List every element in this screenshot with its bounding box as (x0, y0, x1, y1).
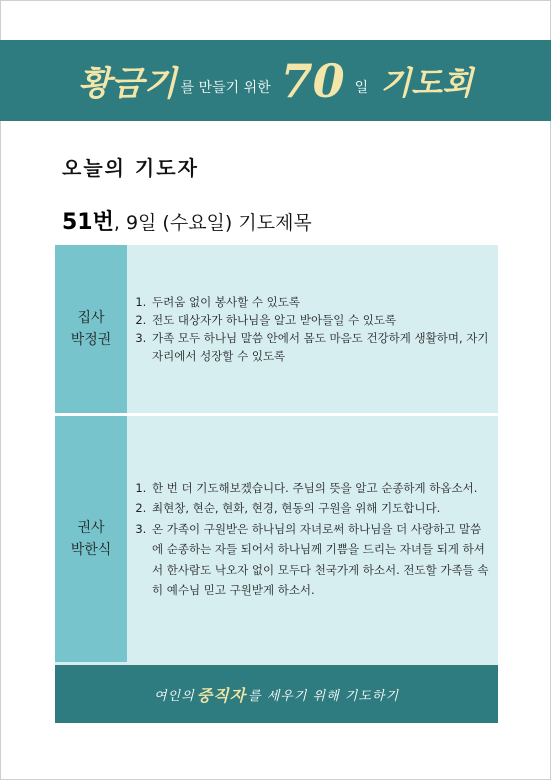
prayer-subheading (62, 205, 312, 236)
banner-title-part1: 황금기 (78, 64, 177, 104)
footer-banner (55, 665, 498, 723)
prayer-item: 1. 두려움 없이 봉사할 수 있도록 (150, 293, 492, 311)
banner-title-part4: 기도회 (380, 63, 473, 102)
banner-title-part2: 를 만들기 위한 (180, 80, 271, 96)
prayer-row (55, 416, 498, 662)
footer-emphasis: 중직자 (196, 685, 247, 705)
person-name: 박한식 (70, 542, 112, 558)
prayer-date-title: , 9일 (수요일) 기도제목 (113, 212, 312, 234)
person-title: 권사 (77, 520, 105, 536)
banner-title-part3: 일 (354, 80, 369, 96)
prayer-item: 2. 최현창, 현순, 현화, 현경, 현동의 구원을 위해 기도합니다. (150, 498, 492, 519)
prayer-item: 3. 가족 모두 하나님 말씀 안에서 몸도 마음도 건강하게 생활하며, 자기 자리에서 성장할 수 있도록 (150, 329, 492, 365)
prayer-list (130, 478, 498, 601)
prayer-number: 51번 (62, 210, 114, 235)
prayer-list (130, 293, 498, 365)
prayer-item: 1. 한 번 더 기도해보겠습니다. 주님의 뜻을 알고 순종하게 하옵소서. (150, 478, 492, 499)
page-heading: 오늘의 기도자 (62, 156, 199, 180)
person-name: 박정권 (70, 332, 112, 348)
prayer-item: 3. 온 가족이 구원받은 하나님의 자녀로써 하나님을 더 사랑하고 말씀에 순종하는 자들 되어서 하나님께 기쁨을 드리는 자녀들 되게 하셔서 한사람도 낙오자 없이 모두다 천국가게 하소서. 전도할 가족들 속히 예수님 믿고 구원받게 하소서. (150, 519, 492, 601)
prayer-table (55, 245, 498, 723)
person-cell (55, 416, 127, 662)
person-title: 집사 (77, 310, 105, 326)
footer-part1: 여인의 (153, 688, 195, 704)
footer-part3: 를 세우기 위해 기도하기 (248, 688, 400, 704)
banner-number: 70 (280, 53, 345, 108)
title-banner (0, 40, 551, 121)
prayer-item: 2. 전도 대상자가 하나님을 알고 받아들일 수 있도록 (150, 311, 492, 329)
prayer-items-cell (130, 416, 498, 662)
person-cell (55, 245, 127, 413)
prayer-items-cell (130, 245, 498, 413)
prayer-row (55, 245, 498, 413)
